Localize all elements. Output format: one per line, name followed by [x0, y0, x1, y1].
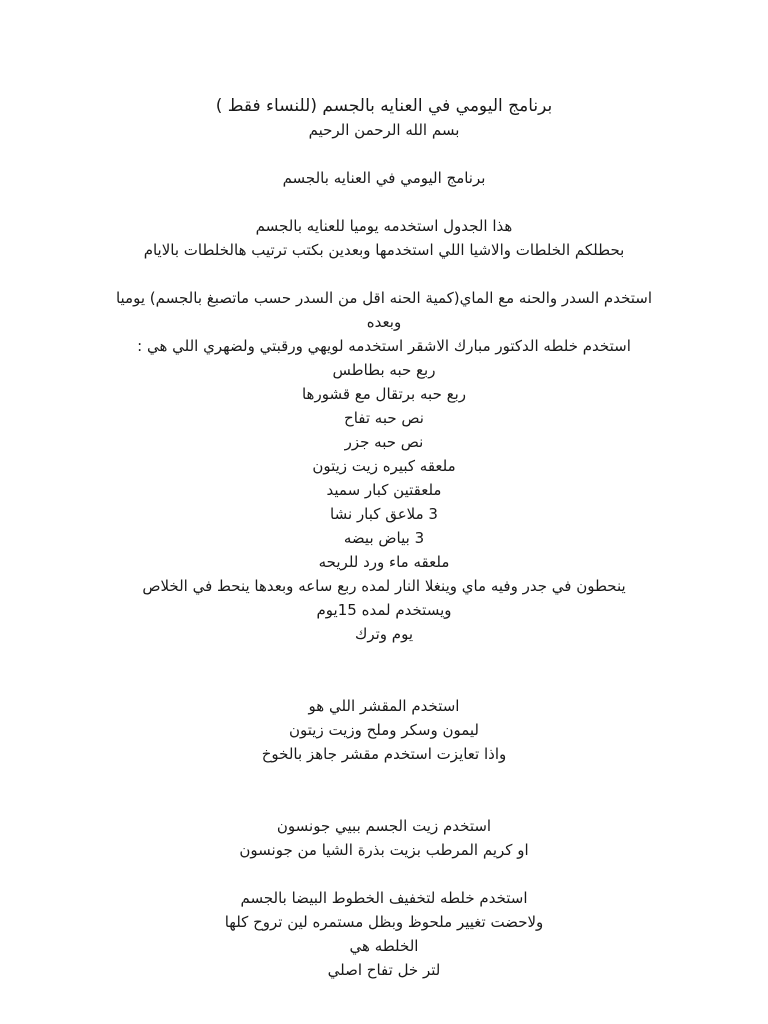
- stretch-mark-line: الخلطه هي: [349, 937, 419, 955]
- ingredient-item: ربع حبه بطاطس: [332, 361, 436, 379]
- spacer: [90, 190, 678, 214]
- stretch-mark-line: ولاحضت تغيير ملحوظ وبظل مستمره لين تروح كلها: [224, 913, 544, 931]
- scrub-line: استخدم المقشر اللي هو: [308, 697, 460, 715]
- ingredient-item: ملعقه كبيره زيت زيتون: [312, 457, 456, 475]
- body-oil-line: استخدم زيت الجسم ببيي جونسون: [276, 817, 492, 835]
- intro-line: هذا الجدول استخدمه يوميا للعنايه بالجسم: [255, 217, 513, 235]
- sidr-henna-line: وبعده: [366, 313, 402, 331]
- spacer: [90, 766, 678, 814]
- spacer: [90, 646, 678, 694]
- spacer: [90, 262, 678, 286]
- method-line: يوم وترك: [354, 625, 414, 643]
- scrub-line: واذا تعايزت استخدم مقشر جاهز بالخوخ: [261, 745, 507, 763]
- stretch-mark-line: لتر خل تفاح اصلي: [327, 961, 441, 979]
- scrub-line: ليمون وسكر وملح وزيت زيتون: [288, 721, 479, 739]
- body-oil-line: او كريم المرطب بزيت بذرة الشيا من جونسون: [239, 841, 529, 859]
- mixture-intro-line: استخدم خلطه الدكتور مبارك الاشقر استخدمه لويهي ورقبتي ولضهري اللي هي :: [137, 337, 631, 355]
- intro-line: بحطلكم الخلطات والاشيا اللي استخدمها وبعدين بكتب ترتيب هالخلطات بالايام: [143, 241, 625, 259]
- method-line: ينحطون في جدر وفيه ماي وينغلا النار لمده ربع ساعه وبعدها ينحط في الخلاص: [142, 577, 626, 595]
- document-title: برنامج اليومي في العنايه بالجسم (للنساء فقط ): [215, 96, 553, 116]
- ingredient-item: ملعقتين كبار سميد: [326, 481, 442, 499]
- ingredient-item: نص حبه تفاح: [344, 409, 424, 427]
- sidr-henna-line: استخدم السدر والحنه مع الماي(كمية الحنه اقل من السدر حسب ماتصبغ بالجسم) يوميا: [115, 289, 653, 307]
- method-line: ويستخدم لمده 15يوم: [316, 601, 452, 619]
- ingredient-item: 3 بياض بيضه: [343, 529, 425, 547]
- ingredient-item: ملعقه ماء ورد للريحه: [318, 553, 450, 571]
- stretch-mark-line: استخدم خلطه لتخفيف الخطوط البيضا بالجسم: [240, 889, 528, 907]
- ingredient-item: نص حبه جزر: [344, 433, 424, 451]
- ingredient-item: 3 ملاعق كبار نشا: [330, 505, 438, 523]
- basmala-line: بسم الله الرحمن الرحيم: [308, 121, 460, 139]
- spacer: [90, 862, 678, 886]
- spacer: [90, 142, 678, 166]
- subtitle-line: برنامج اليومي في العنايه بالجسم: [282, 169, 486, 187]
- ingredient-item: ربع حبه برتقال مع قشورها: [301, 385, 467, 403]
